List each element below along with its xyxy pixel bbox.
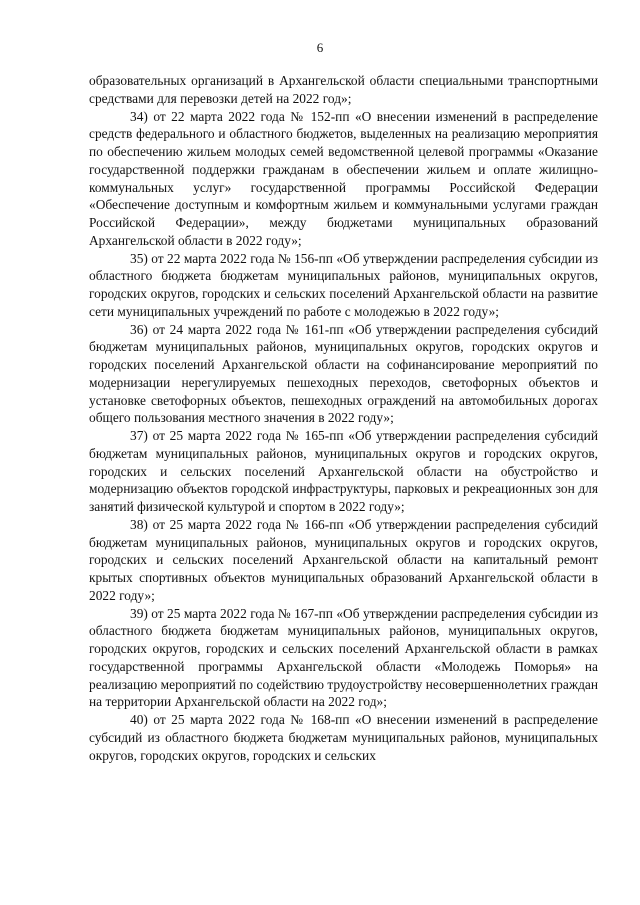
paragraph-continuation: образовательных организаций в Архангельской области специальными транспортными средствами для перевозки детей на 2022 год»; (89, 73, 598, 106)
paragraph-item-37: 37) от 25 марта 2022 года № 165-пп «Об утверждении распределения субсидий бюджетам муниципальных районов, муниципальных округов и городских округов, городских и сельских поселений Архангельской области на обустройство и модернизацию объектов городской инфраструктуры, парковых и рекреационных зон для занятий физической культурой и спортом в 2022 году»; (89, 428, 598, 514)
paragraph-item-34: 34) от 22 марта 2022 года № 152-пп «О внесении изменений в распределение средств федерального и областного бюджетов, выделенных на реализацию мероприятия по обеспечению жильем молодых семей ведомственной целевой программы «Оказание государственной поддержки гражданам в обеспечении жильем и оплате жилищно-коммунальных услуг» государственной программы Российской Федерации «Обеспечение доступным и комфортным жильем и коммунальными услугами граждан Российской Федерации», между бюджетами муниципальных образований Архангельской области в 2022 году»; (89, 108, 598, 248)
document-body (89, 72, 598, 764)
paragraph-item-38: 38) от 25 марта 2022 года № 166-пп «Об утверждении распределения субсидий бюджетам муниципальных районов, муниципальных округов и городских округов, городских и сельских поселений Архангельской области на капитальный ремонт крытых спортивных объектов муниципальных образований Архангельской области в 2022 году»; (89, 516, 598, 603)
paragraph-item-35: 35) от 22 марта 2022 года № 156-пп «Об утверждении распределения субсидии из областного бюджета бюджетам муниципальных районов, муниципальных округов, городских округов, городских и сельских поселений Архангельской области на развитие сети муниципальных учреждений по работе с молодежью в 2022 году»; (89, 250, 598, 319)
paragraph-item-40: 40) от 25 марта 2022 года № 168-пп «О внесении изменений в распределение субсидий из областного бюджета бюджетам муниципальных районов, муниципальных округов, городских округов, городских и сельских (89, 712, 598, 763)
page-number: 6 (316, 40, 324, 55)
paragraph-item-39: 39) от 25 марта 2022 года № 167-пп «Об утверждении распределения субсидии из областного бюджета бюджетам муниципальных районов, муниципальных округов, городских округов, городских и сельских поселений Архангельской области в рамках государственной программы Архангельской области «Молодежь Поморья» на реализацию мероприятий по содействию трудоустройству несовершеннолетних граждан на территории Архангельской области на 2022 год»; (89, 605, 598, 710)
paragraph-item-36: 36) от 24 марта 2022 года № 161-пп «Об утверждении распределения субсидий бюджетам муниципальных районов, муниципальных округов, городских округов и городских поселений Архангельской области на софинансирование мероприятий по модернизации нерегулируемых пешеходных переходов, светофорных объектов и установке светофорных объектов, пешеходных ограждений на автомобильных дорогах общего пользования местного значения в 2022 году»; (89, 321, 598, 426)
